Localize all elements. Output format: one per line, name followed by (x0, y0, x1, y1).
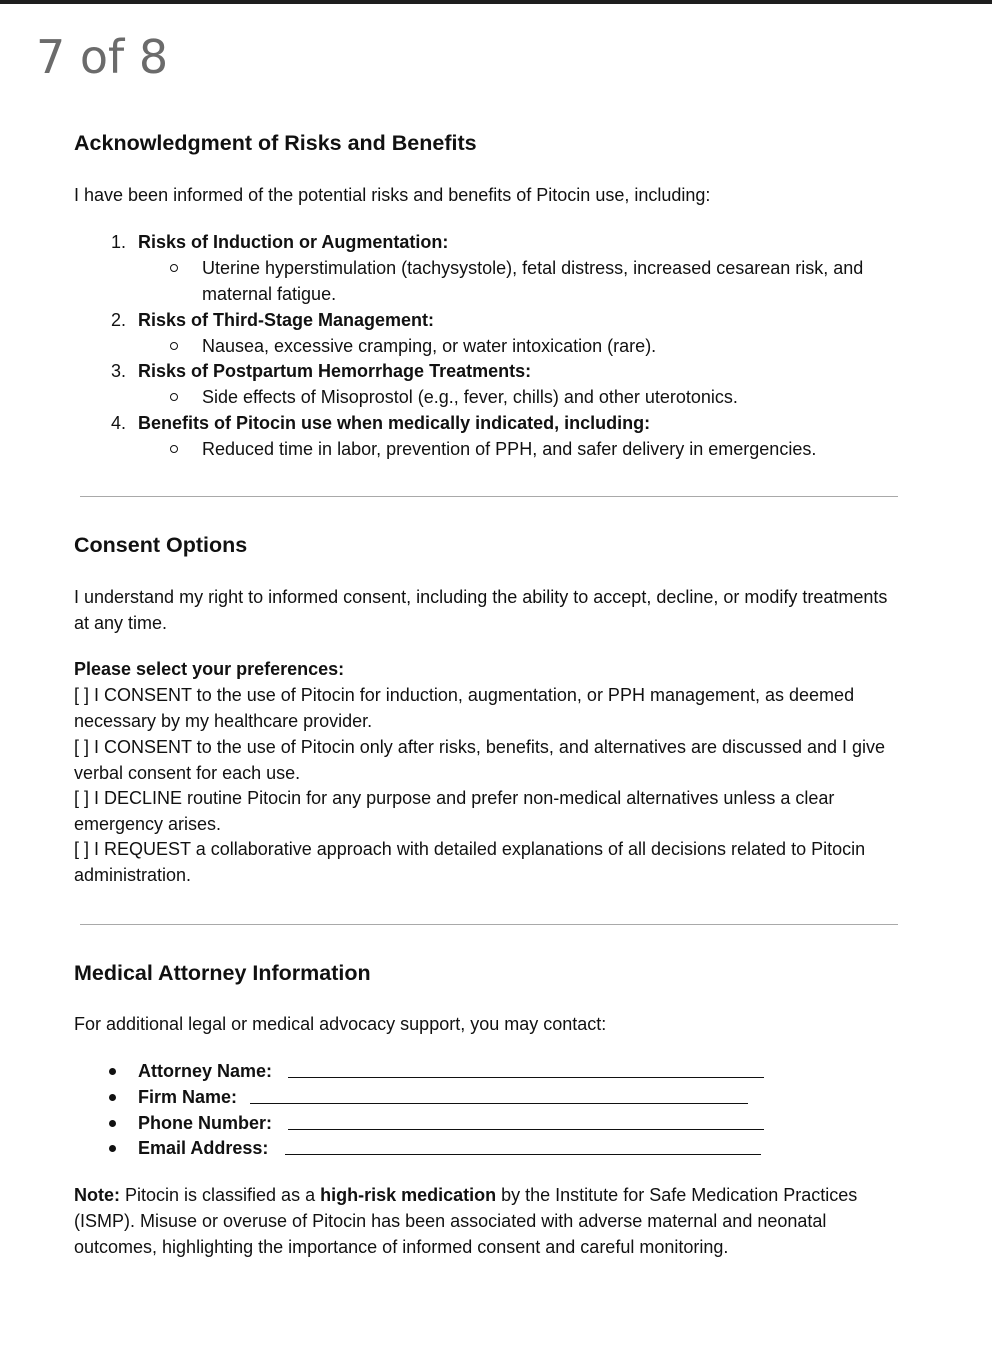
list-item-label: Benefits of Pitocin use when medically indicated, including: (138, 413, 651, 433)
bullet-icon (109, 1120, 116, 1127)
list-number: 4. (110, 413, 126, 433)
section-heading-attorney: Medical Attorney Information (74, 961, 371, 985)
sub-item-text: Reduced time in labor, prevention of PPH, and safer delivery in emergencies. (202, 439, 817, 459)
sub-item-text: Nausea, excessive cramping, or water intoxication (rare). (202, 336, 657, 356)
firm-name-input-line[interactable] (250, 1103, 748, 1104)
field-label: Firm Name: (138, 1087, 238, 1107)
attorney-name-field (74, 1058, 914, 1084)
email-address-input-line[interactable] (285, 1154, 761, 1155)
horizontal-divider (80, 496, 898, 497)
consent-intro: I understand my right to informed consent, including the ability to accept, decline, or modify treatments at any time. (74, 587, 888, 633)
attorney-name-input-line[interactable] (288, 1077, 764, 1078)
field-label: Email Address: (138, 1138, 269, 1158)
field-label: Attorney Name: (138, 1061, 273, 1081)
note-text: Pitocin is classified as a (120, 1185, 321, 1205)
hollow-bullet-icon (170, 445, 178, 453)
consent-option-2[interactable]: [ ] I CONSENT to the use of Pitocin only after risks, benefits, and alternatives are discussed and I give verbal consent for each use. (74, 737, 886, 783)
bullet-icon (109, 1068, 116, 1075)
note-text: by the Institute for Safe Medication Practices (ISMP). Misuse or overuse of Pitocin has been associated with adverse maternal and neonatal outcomes, highlighting the importance of informed consent and careful monitoring. (74, 1185, 858, 1257)
sub-item-text: Side effects of Misoprostol (e.g., fever, chills) and other uterotonics. (202, 387, 738, 407)
consent-option-1[interactable]: [ ] I CONSENT to the use of Pitocin for induction, augmentation, or PPH management, as deemed necessary by my healthcare provider. (74, 685, 855, 731)
section-heading-consent: Consent Options (74, 533, 248, 557)
hollow-bullet-icon (170, 264, 178, 272)
bullet-icon (109, 1145, 116, 1152)
hollow-bullet-icon (170, 393, 178, 401)
list-item-label: Risks of Third-Stage Management: (138, 310, 435, 330)
note-paragraph (74, 1182, 904, 1260)
firm-name-field (74, 1084, 914, 1110)
acknowledgment-intro: I have been informed of the potential risks and benefits of Pitocin use, including: (74, 185, 711, 205)
preferences-label: Please select your preferences: (74, 659, 345, 679)
section-heading-acknowledgment: Acknowledgment of Risks and Benefits (74, 131, 477, 155)
note-emphasis: high-risk medication (320, 1185, 497, 1205)
bullet-icon (109, 1094, 116, 1101)
field-label: Phone Number: (138, 1113, 273, 1133)
email-address-field (74, 1135, 914, 1161)
phone-number-field (74, 1110, 914, 1136)
phone-number-input-line[interactable] (288, 1129, 764, 1130)
hollow-bullet-icon (170, 342, 178, 350)
list-number: 2. (110, 310, 126, 330)
note-label: Note: (74, 1185, 120, 1205)
list-number: 3. (110, 361, 126, 381)
horizontal-divider (80, 924, 898, 925)
list-item-label: Risks of Postpartum Hemorrhage Treatments: (138, 361, 532, 381)
top-border (0, 0, 992, 4)
consent-option-4[interactable]: [ ] I REQUEST a collaborative approach with detailed explanations of all decisions related to Pitocin administration. (74, 839, 866, 885)
page-indicator: 7 of 8 (36, 30, 169, 84)
list-number: 1. (110, 232, 126, 252)
sub-item-text: Uterine hyperstimulation (tachysystole), fetal distress, increased cesarean risk, and maternal fatigue. (202, 258, 864, 304)
attorney-intro: For additional legal or medical advocacy support, you may contact: (74, 1014, 607, 1034)
list-item-label: Risks of Induction or Augmentation: (138, 232, 449, 252)
consent-option-3[interactable]: [ ] I DECLINE routine Pitocin for any purpose and prefer non-medical alternatives unless a clear emergency arises. (74, 788, 835, 834)
